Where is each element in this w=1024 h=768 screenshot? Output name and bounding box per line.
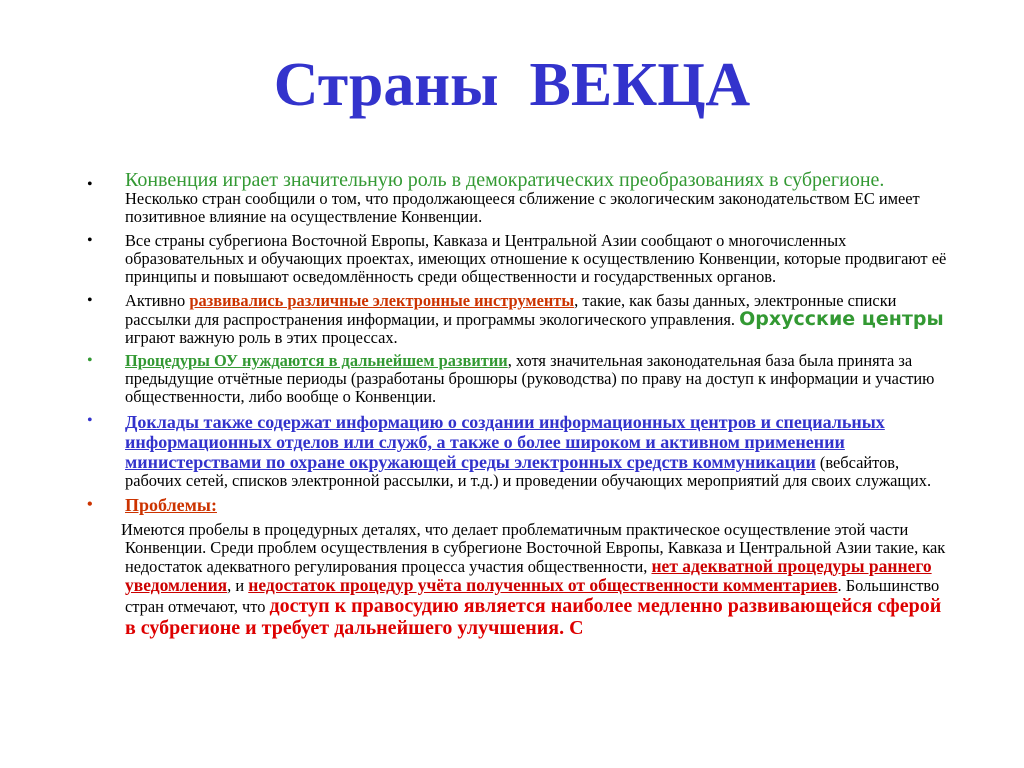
convention-role-text: Конвенция играет значительную роль в демократических преобразованиях в субрегионе.	[125, 169, 885, 191]
info-centres-highlight: Доклады также содержат информацию о создании информационных центров и специальных информационных отделов или служб, а также о более широком и активном применении министерствами по охране окружающей среды электронных средств коммуникации	[125, 412, 885, 472]
bullet-marker: •	[87, 232, 93, 249]
legislative-base-text: , хотя значительная законодательная база была принята за предыдущие отчётные периоды (разработаны брошюры (руководства) по праву на доступ к информации и участию общественности, либо вообще о Конвенции.	[125, 351, 935, 406]
bullet-item-5	[0, 412, 1024, 490]
websites-text: (вебсайтов, рабочих сетей, списков электронной рассылки, и т.д.) и проведении обучающих мероприятий для своих служащих.	[125, 453, 932, 490]
gaps-text: Имеются пробелы в процедурных деталях, что делает проблематичным практическое осуществление этой части Конвенции. Среди проблем осуществления в субрегионе Восточной Европы, Кавказа и Центральной Азии такие, как недостаток адекватного регулирования процесса участия общественности,	[121, 520, 946, 576]
early-notification-highlight: нет адекватной процедуры раннего уведомления	[125, 556, 932, 595]
and-text: , и	[227, 576, 249, 595]
important-role-text: играют важную роль в этих процессах.	[125, 328, 398, 347]
eia-procedures-highlight: Процедуры ОУ нуждаются в дальнейшем развитии	[125, 351, 508, 370]
aarhus-centres-highlight: Орхусские центры	[739, 308, 944, 330]
bullet-marker: •	[87, 496, 93, 513]
most-countries-text: . Большинство стран отмечают, что	[125, 576, 940, 616]
problems-paragraph	[0, 521, 1024, 639]
bullet-item-3	[0, 292, 1024, 347]
comments-procedures-highlight: недостаток процедур учёта полученных от общественности комментариев	[248, 575, 838, 595]
bullet-marker: •	[87, 412, 93, 429]
electronic-tools-highlight: развивались различные электронные инструменты	[189, 291, 575, 310]
bullet-marker: •	[87, 176, 93, 193]
bullet-marker: •	[87, 292, 93, 309]
access-to-justice-highlight: доступ к правосудию является наиболее медленно развивающейся сферой в субрегионе и требует дальнейшего улучшения. С	[125, 595, 942, 639]
slide-title: Страны ВЕКЦА	[273, 51, 751, 119]
bullet-list	[0, 170, 1024, 639]
bullet-item-1	[0, 170, 1024, 226]
bullet-item-4	[0, 352, 1024, 406]
bullet-marker: •	[87, 352, 93, 369]
bullet-item-2	[0, 232, 1024, 286]
education-projects-text: Все страны субрегиона Восточной Европы, Кавказа и Центральной Азии сообщают о многочисленных образовательных и обучающих проектах, имеющих отношение к осуществлению Конвенции, которые продвигают её принципы и повышают осведомлённость среди общественности и государственных органов.	[125, 231, 947, 286]
bullet-item-6	[0, 496, 1024, 515]
eu-approximation-text: Несколько стран сообщили о том, что продолжающееся сближение с экологическим законодательством ЕС имеет позитивное влияние на осуществление Конвенции.	[125, 189, 920, 226]
problems-heading: Проблемы:	[125, 495, 217, 515]
actively-text: Активно	[125, 291, 190, 310]
databases-text: , такие, как базы данных, электронные списки рассылки для распространения информации, и программы экологического управления.	[125, 291, 897, 329]
